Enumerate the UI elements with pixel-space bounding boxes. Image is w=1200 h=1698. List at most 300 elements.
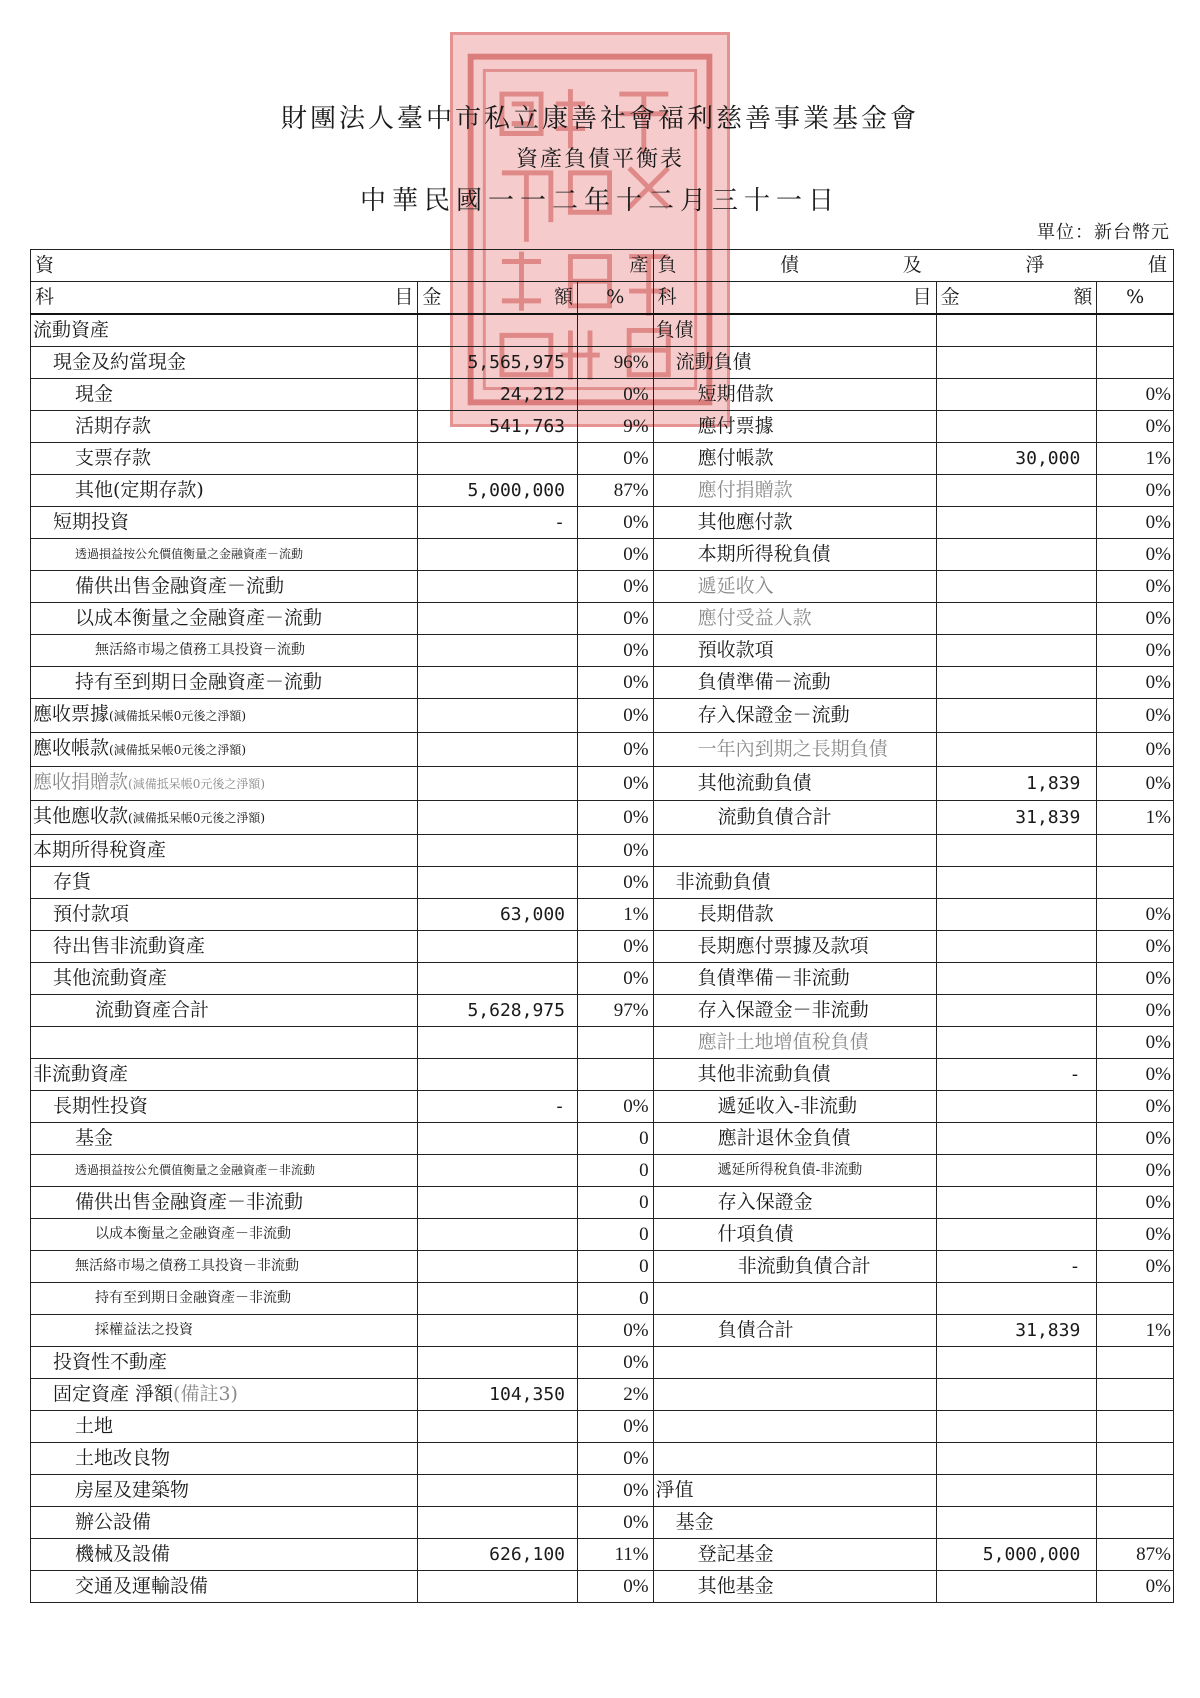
table-row <box>31 835 1174 867</box>
assets-amount-header <box>418 282 578 315</box>
liability-item-amount <box>936 667 1097 699</box>
asset-item-name <box>31 1155 418 1187</box>
liability-item-name: 長期借款 <box>653 899 936 931</box>
table-row <box>31 635 1174 667</box>
asset-item-note: (備註3) <box>173 1383 238 1405</box>
asset-item-percent: 0 <box>578 1155 654 1187</box>
liability-item-percent <box>1097 314 1174 347</box>
table-row <box>31 1315 1174 1347</box>
asset-item-label: 本期所得稅資產 <box>33 839 167 861</box>
header-char: 資 <box>35 254 55 276</box>
liability-item-name: 負債準備－流動 <box>653 667 936 699</box>
liability-item-name: 負債合計 <box>653 1315 936 1347</box>
liability-item-amount <box>936 411 1097 443</box>
asset-item-label: 持有至到期日金融資產－流動 <box>75 671 323 693</box>
liability-item-name: 應計土地增值稅負債 <box>653 1027 936 1059</box>
asset-item-percent: 11% <box>578 1539 654 1571</box>
liability-item-percent: 0% <box>1097 603 1174 635</box>
liability-item-amount: 31,839 <box>936 1315 1097 1347</box>
table-row <box>31 1251 1174 1283</box>
liability-item-amount <box>936 507 1097 539</box>
asset-item-name <box>31 1187 418 1219</box>
asset-item-percent: 0% <box>578 539 654 571</box>
asset-item-name <box>31 1091 418 1123</box>
table-row <box>31 1443 1174 1475</box>
asset-item-label: 備供出售金融資產－流動 <box>75 575 285 597</box>
asset-item-name <box>31 1059 418 1091</box>
liability-item-amount <box>936 899 1097 931</box>
liability-item-name: 遞延收入 <box>653 571 936 603</box>
liability-item-name: 非流動負債 <box>653 867 936 899</box>
asset-item-percent: 0% <box>578 963 654 995</box>
asset-item-label: 其他應收款 <box>33 805 129 827</box>
asset-item-percent: 87% <box>578 475 654 507</box>
liability-item-name: 長期應付票據及款項 <box>653 931 936 963</box>
asset-item-percent: 0% <box>578 1475 654 1507</box>
table-row <box>31 1219 1174 1251</box>
liability-item-amount <box>936 379 1097 411</box>
asset-item-percent <box>578 1027 654 1059</box>
asset-item-amount: 5,628,975 <box>418 995 578 1027</box>
asset-item-label: 無活絡市場之債務工具投資－流動 <box>95 642 305 658</box>
header-char: 淨 <box>1025 254 1045 276</box>
liability-item-name: 基金 <box>653 1507 936 1539</box>
header-char: 科 <box>657 286 677 308</box>
asset-item-amount <box>418 314 578 347</box>
asset-item-percent: 2% <box>578 1379 654 1411</box>
header-char: 值 <box>1147 254 1167 276</box>
liability-item-name: 什項負債 <box>653 1219 936 1251</box>
asset-item-name <box>31 1283 418 1315</box>
header-char: 金 <box>422 286 442 308</box>
asset-item-name <box>31 1027 418 1059</box>
asset-item-name <box>31 1315 418 1347</box>
liability-item-amount <box>936 1571 1097 1603</box>
asset-item-percent <box>578 314 654 347</box>
liability-item-amount <box>936 1155 1097 1187</box>
liability-item-amount <box>936 1347 1097 1379</box>
asset-item-name <box>31 835 418 867</box>
liability-item-percent <box>1097 347 1174 379</box>
asset-item-name <box>31 603 418 635</box>
asset-item-label: 房屋及建築物 <box>75 1479 190 1501</box>
liability-item-percent <box>1097 1411 1174 1443</box>
asset-item-percent <box>578 1059 654 1091</box>
asset-item-name <box>31 963 418 995</box>
liability-item-amount <box>936 835 1097 867</box>
liability-item-amount <box>936 1443 1097 1475</box>
asset-item-name <box>31 1475 418 1507</box>
asset-item-amount <box>418 635 578 667</box>
liabilities-equity-group-header <box>653 250 1173 282</box>
header-char: 額 <box>553 286 573 308</box>
liability-item-amount <box>936 995 1097 1027</box>
asset-item-note: (減備抵呆帳0元後之淨額) <box>128 811 266 825</box>
liability-item-amount <box>936 314 1097 347</box>
liability-item-name: 應付帳款 <box>653 443 936 475</box>
liability-item-name <box>653 1283 936 1315</box>
asset-item-label: 現金及約當現金 <box>53 351 187 373</box>
asset-item-amount <box>418 733 578 767</box>
asset-item-percent: 0 <box>578 1283 654 1315</box>
asset-item-name <box>31 1539 418 1571</box>
asset-item-percent: 0% <box>578 767 654 801</box>
asset-item-name <box>31 379 418 411</box>
liability-item-percent: 0% <box>1097 1571 1174 1603</box>
liability-item-amount <box>936 931 1097 963</box>
asset-item-amount <box>418 867 578 899</box>
table-row <box>31 767 1174 801</box>
asset-item-amount <box>418 667 578 699</box>
table-row <box>31 867 1174 899</box>
table-row <box>31 1347 1174 1379</box>
liability-item-percent <box>1097 835 1174 867</box>
asset-item-label: 其他流動資產 <box>53 967 168 989</box>
asset-item-amount <box>418 931 578 963</box>
asset-item-amount: 104,350 <box>418 1379 578 1411</box>
liability-item-name: 應付票據 <box>653 411 936 443</box>
asset-item-percent: 1% <box>578 899 654 931</box>
table-row <box>31 1411 1174 1443</box>
liability-item-name: 負債 <box>653 314 936 347</box>
liability-item-percent <box>1097 1475 1174 1507</box>
asset-item-amount <box>418 443 578 475</box>
asset-item-label: 現金 <box>75 383 114 405</box>
table-row <box>31 733 1174 767</box>
liability-item-name <box>653 835 936 867</box>
table-row <box>31 931 1174 963</box>
liability-item-name: 流動負債合計 <box>653 801 936 835</box>
table-row <box>31 1507 1174 1539</box>
liability-item-percent: 0% <box>1097 1155 1174 1187</box>
table-row <box>31 1283 1174 1315</box>
table-row <box>31 571 1174 603</box>
table-row <box>31 1379 1174 1411</box>
asset-item-label: 以成本衡量之金融資產－流動 <box>75 607 323 629</box>
asset-item-percent: 0% <box>578 1091 654 1123</box>
table-row <box>31 475 1174 507</box>
liability-item-name: 預收款項 <box>653 635 936 667</box>
liability-item-amount <box>936 603 1097 635</box>
asset-item-percent: 0% <box>578 1411 654 1443</box>
asset-item-name <box>31 667 418 699</box>
asset-item-label: 非流動資產 <box>33 1063 129 1085</box>
asset-item-amount <box>418 1027 578 1059</box>
asset-item-percent: 0% <box>578 1315 654 1347</box>
asset-item-label: 透過損益按公允價值衡量之金融資產－流動 <box>75 547 304 561</box>
asset-item-amount <box>418 603 578 635</box>
table-row <box>31 314 1174 347</box>
asset-item-label: 支票存款 <box>75 447 152 469</box>
table-row <box>31 899 1174 931</box>
table-row <box>31 1027 1174 1059</box>
table-row <box>31 963 1174 995</box>
liability-item-percent: 0% <box>1097 1027 1174 1059</box>
liability-item-percent <box>1097 867 1174 899</box>
table-row <box>31 801 1174 835</box>
asset-item-label: 辦公設備 <box>75 1511 152 1533</box>
liability-item-amount <box>936 635 1097 667</box>
asset-item-label: 無活絡市場之債務工具投資－非流動 <box>75 1258 299 1274</box>
liability-item-name: 非流動負債合計 <box>653 1251 936 1283</box>
asset-item-name <box>31 1347 418 1379</box>
asset-item-name <box>31 314 418 347</box>
asset-item-percent: 0% <box>578 571 654 603</box>
asset-item-name <box>31 507 418 539</box>
report-date: 中華民國一一二年十二月三十一日 <box>359 186 840 216</box>
asset-item-amount <box>418 1475 578 1507</box>
asset-item-label: 應收帳款 <box>33 737 110 759</box>
asset-item-amount <box>418 1443 578 1475</box>
table-row <box>31 507 1174 539</box>
liability-item-percent: 0% <box>1097 1059 1174 1091</box>
assets-subject-header <box>31 282 418 315</box>
asset-item-label: 以成本衡量之金融資產－非流動 <box>95 1226 291 1242</box>
liability-item-name: 應付捐贈款 <box>653 475 936 507</box>
asset-item-name <box>31 539 418 571</box>
asset-item-percent: 0% <box>578 1443 654 1475</box>
asset-item-percent: 0% <box>578 1507 654 1539</box>
liability-item-percent: 1% <box>1097 443 1174 475</box>
asset-item-label: 投資性不動產 <box>53 1351 168 1373</box>
asset-item-label: 長期性投資 <box>53 1095 149 1117</box>
asset-item-percent: 0% <box>578 801 654 835</box>
asset-item-note: (減備抵呆帳0元後之淨額) <box>109 743 247 757</box>
asset-item-label: 預付款項 <box>53 903 130 925</box>
asset-item-label: 基金 <box>75 1127 114 1149</box>
asset-item-name <box>31 1219 418 1251</box>
asset-item-percent: 0 <box>578 1219 654 1251</box>
asset-item-name <box>31 571 418 603</box>
asset-item-note: (減備抵呆帳0元後之淨額) <box>128 777 266 791</box>
liability-item-percent <box>1097 1283 1174 1315</box>
asset-item-label: 應收捐贈款 <box>33 771 129 793</box>
asset-item-amount: 541,763 <box>418 411 578 443</box>
asset-item-amount: 63,000 <box>418 899 578 931</box>
asset-item-percent: 0% <box>578 1571 654 1603</box>
table-row <box>31 1571 1174 1603</box>
asset-item-name <box>31 475 418 507</box>
balance-sheet-table <box>30 249 1174 1603</box>
asset-item-label: 機械及設備 <box>75 1543 171 1565</box>
liability-item-name <box>653 1347 936 1379</box>
asset-item-amount <box>418 1187 578 1219</box>
report-title: 資產負債平衡表 <box>515 147 684 172</box>
asset-item-label: 存貨 <box>53 871 92 893</box>
liability-item-amount <box>936 347 1097 379</box>
liability-item-percent: 0% <box>1097 475 1174 507</box>
asset-item-name <box>31 733 418 767</box>
liability-item-name <box>653 1411 936 1443</box>
table-row <box>31 1123 1174 1155</box>
liability-item-name: 登記基金 <box>653 1539 936 1571</box>
liability-item-amount: - <box>936 1251 1097 1283</box>
asset-item-label: 土地改良物 <box>75 1447 171 1469</box>
asset-item-amount: - <box>418 507 578 539</box>
table-row <box>31 699 1174 733</box>
asset-item-label: 土地 <box>75 1415 114 1437</box>
table-row <box>31 1187 1174 1219</box>
asset-item-name <box>31 995 418 1027</box>
asset-item-amount: 5,000,000 <box>418 475 578 507</box>
asset-item-percent: 0% <box>578 507 654 539</box>
asset-item-percent: 0% <box>578 635 654 667</box>
asset-item-name <box>31 1443 418 1475</box>
table-row <box>31 1475 1174 1507</box>
liability-item-amount: 31,839 <box>936 801 1097 835</box>
asset-item-name <box>31 767 418 801</box>
liability-item-percent <box>1097 1443 1174 1475</box>
liabilities-pct-header: % <box>1097 282 1174 315</box>
liability-item-name: 短期借款 <box>653 379 936 411</box>
liability-item-percent: 0% <box>1097 733 1174 767</box>
asset-item-note: (減備抵呆帳0元後之淨額) <box>109 709 247 723</box>
asset-item-amount: - <box>418 1091 578 1123</box>
asset-item-amount <box>418 571 578 603</box>
liability-item-amount <box>936 1219 1097 1251</box>
liability-item-amount <box>936 1283 1097 1315</box>
asset-item-amount <box>418 801 578 835</box>
asset-item-percent: 96% <box>578 347 654 379</box>
liability-item-name: 應付受益人款 <box>653 603 936 635</box>
table-row <box>31 603 1174 635</box>
asset-item-amount <box>418 699 578 733</box>
liability-item-percent: 0% <box>1097 1091 1174 1123</box>
asset-item-label: 交通及運輸設備 <box>75 1575 209 1597</box>
asset-item-name <box>31 1571 418 1603</box>
asset-item-name <box>31 1123 418 1155</box>
asset-item-label: 待出售非流動資產 <box>53 935 206 957</box>
asset-item-percent: 0% <box>578 733 654 767</box>
organization-title: 財團法人臺中市私立康善社會福利慈善事業基金會 <box>280 104 919 134</box>
header-row-columns <box>31 282 1174 315</box>
asset-item-label: 持有至到期日金融資產－非流動 <box>95 1290 291 1306</box>
liability-item-name: 其他應付款 <box>653 507 936 539</box>
asset-item-amount: 5,565,975 <box>418 347 578 379</box>
liability-item-percent <box>1097 1507 1174 1539</box>
asset-item-percent: 0% <box>578 931 654 963</box>
asset-item-percent: 0% <box>578 603 654 635</box>
liability-item-amount: 30,000 <box>936 443 1097 475</box>
liability-item-percent: 1% <box>1097 1315 1174 1347</box>
liability-item-name: 遞延所得稅負債-非流動 <box>653 1155 936 1187</box>
asset-item-amount <box>418 1059 578 1091</box>
asset-item-percent: 0% <box>578 867 654 899</box>
header-char: 科 <box>35 286 55 308</box>
liability-item-amount <box>936 571 1097 603</box>
asset-item-percent: 0 <box>578 1187 654 1219</box>
liability-item-percent: 0% <box>1097 667 1174 699</box>
liability-item-percent: 0% <box>1097 899 1174 931</box>
currency-unit: 單位：新台幣元 <box>1037 222 1170 243</box>
liability-item-name: 存入保證金－非流動 <box>653 995 936 1027</box>
liability-item-name: 存入保證金 <box>653 1187 936 1219</box>
liability-item-amount <box>936 1475 1097 1507</box>
liability-item-amount <box>936 539 1097 571</box>
asset-item-label: 採權益法之投資 <box>95 1322 193 1338</box>
header-char: 目 <box>394 286 414 308</box>
header-char: 債 <box>780 254 800 276</box>
asset-item-name <box>31 899 418 931</box>
liability-item-percent: 1% <box>1097 801 1174 835</box>
liabilities-amount-header <box>936 282 1097 315</box>
asset-item-amount <box>418 1155 578 1187</box>
asset-item-label: 其他(定期存款) <box>75 479 204 501</box>
liability-item-percent <box>1097 1347 1174 1379</box>
header-char: 及 <box>902 254 922 276</box>
asset-item-percent: 0% <box>578 443 654 475</box>
header-char: 產 <box>629 254 649 276</box>
liability-item-percent: 0% <box>1097 507 1174 539</box>
table-row <box>31 1155 1174 1187</box>
assets-group-header <box>31 250 654 282</box>
asset-item-percent: 97% <box>578 995 654 1027</box>
asset-item-amount <box>418 1347 578 1379</box>
table-row <box>31 667 1174 699</box>
asset-item-amount: 24,212 <box>418 379 578 411</box>
asset-item-amount <box>418 1283 578 1315</box>
header-char: 金 <box>940 286 960 308</box>
table-row <box>31 411 1174 443</box>
asset-item-percent: 0% <box>578 699 654 733</box>
asset-item-label: 備供出售金融資產－非流動 <box>75 1191 304 1213</box>
liability-item-percent: 0% <box>1097 1123 1174 1155</box>
asset-item-name <box>31 1379 418 1411</box>
liability-item-amount <box>936 1123 1097 1155</box>
asset-item-amount <box>418 767 578 801</box>
asset-item-label: 固定資產 淨額 <box>53 1383 174 1405</box>
liability-item-amount: - <box>936 1059 1097 1091</box>
asset-item-amount <box>418 963 578 995</box>
asset-item-name <box>31 1251 418 1283</box>
table-row <box>31 539 1174 571</box>
asset-item-label: 流動資產合計 <box>95 999 210 1021</box>
liability-item-name: 應計退休金負債 <box>653 1123 936 1155</box>
liability-item-amount <box>936 1411 1097 1443</box>
liability-item-percent: 0% <box>1097 699 1174 733</box>
liability-item-name: 淨值 <box>653 1475 936 1507</box>
asset-item-amount <box>418 1571 578 1603</box>
liability-item-percent: 0% <box>1097 411 1174 443</box>
asset-item-percent: 0% <box>578 667 654 699</box>
asset-item-name <box>31 801 418 835</box>
liability-item-name: 遞延收入-非流動 <box>653 1091 936 1123</box>
asset-item-amount <box>418 539 578 571</box>
liabilities-subject-header <box>653 282 936 315</box>
liability-item-name: 其他非流動負債 <box>653 1059 936 1091</box>
asset-item-name <box>31 699 418 733</box>
liability-item-percent: 0% <box>1097 379 1174 411</box>
liability-item-percent: 0% <box>1097 571 1174 603</box>
liability-item-percent: 0% <box>1097 1187 1174 1219</box>
liability-item-amount <box>936 733 1097 767</box>
liability-item-amount: 5,000,000 <box>936 1539 1097 1571</box>
liability-item-percent: 87% <box>1097 1539 1174 1571</box>
liability-item-amount <box>936 963 1097 995</box>
asset-item-percent: 0% <box>578 379 654 411</box>
asset-item-amount <box>418 1123 578 1155</box>
liability-item-percent: 0% <box>1097 995 1174 1027</box>
asset-item-name <box>31 411 418 443</box>
asset-item-name <box>31 635 418 667</box>
liability-item-amount <box>936 1027 1097 1059</box>
asset-item-amount <box>418 1219 578 1251</box>
liability-item-name: 其他基金 <box>653 1571 936 1603</box>
asset-item-amount <box>418 1251 578 1283</box>
liability-item-amount: 1,839 <box>936 767 1097 801</box>
liability-item-name: 其他流動負債 <box>653 767 936 801</box>
liability-item-name: 存入保證金－流動 <box>653 699 936 733</box>
